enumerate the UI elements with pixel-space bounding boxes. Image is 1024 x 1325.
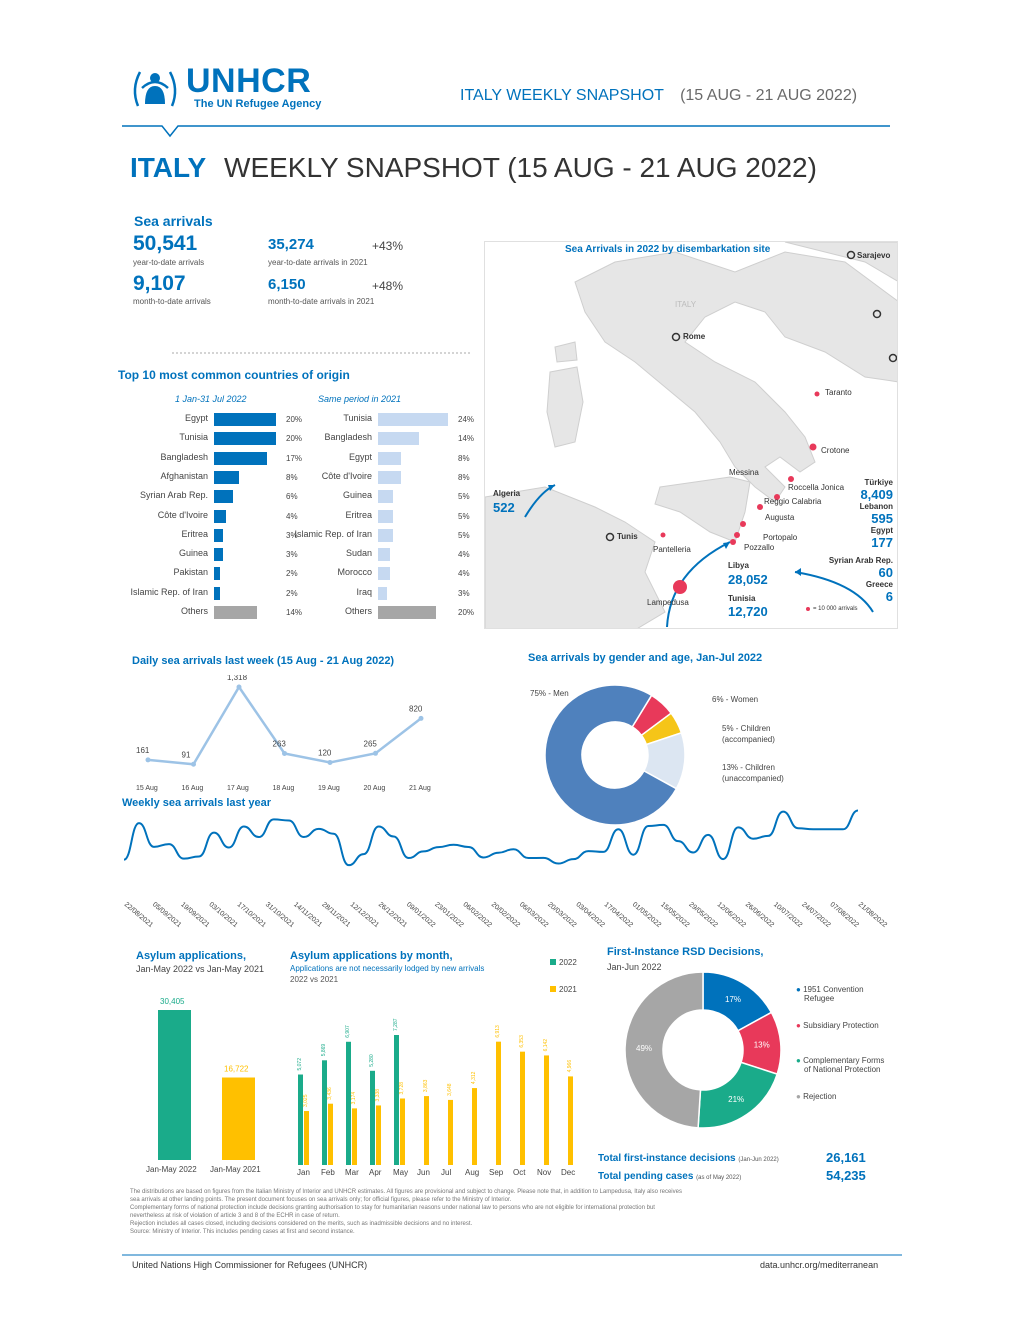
month-value-label: 6,353: [519, 1035, 525, 1048]
gender-label-unaccompanied-1: 13% - Children: [722, 763, 775, 772]
rsd-sub: Jan-Jun 2022: [607, 962, 662, 972]
daily-value-label: 161: [136, 745, 150, 755]
country-label: Syrian Arab Rep.: [139, 490, 208, 501]
logo-name: UNHCR: [186, 62, 312, 100]
legend-2022-swatch: [550, 959, 556, 965]
weekly-x-label: 06/02/2022: [461, 901, 493, 930]
month-value-label: 4,312: [471, 1071, 477, 1085]
month-x-label: Jun: [417, 1168, 430, 1177]
country-label: Tunisia: [179, 432, 208, 443]
gender-label-accompanied-2: (accompanied): [722, 735, 775, 744]
asylum-sub: Jan-May 2022 vs Jan-May 2021: [136, 964, 265, 974]
country-bar: [214, 510, 226, 523]
country-bar: [214, 606, 257, 619]
weekly-x-label: 26/06/2022: [743, 901, 776, 930]
origin-turkiye-value: 8,409: [860, 487, 893, 502]
month-x-label: Nov: [537, 1168, 552, 1177]
footnote-2a: Complementary forms of national protection include decisions granting authorisation to stay for humanitarian reasons under national law to persons who are not eligible for international protection but: [130, 1205, 655, 1211]
weekly-x-label: 09/01/2022: [405, 901, 437, 930]
country-bar: [378, 587, 387, 600]
month-bar: [376, 1105, 381, 1165]
month-x-label: Jan: [297, 1168, 310, 1177]
weekly-x-label: 03/10/2021: [207, 901, 239, 930]
top10-right-chart: [276, 413, 486, 623]
rsd-pending-value: 54,235: [826, 1168, 866, 1183]
eastern-origins: [829, 478, 893, 604]
month-bar: [496, 1042, 501, 1165]
weekly-x-label: 05/09/2021: [150, 901, 183, 930]
country-pct: 5%: [458, 530, 470, 540]
asylum-bar: [222, 1078, 255, 1160]
rsd-legend-refugee: ● 1951 Convention: [796, 985, 864, 994]
weekly-x-label: 12/12/2021: [348, 901, 380, 930]
month-bar: [304, 1111, 309, 1165]
asylum-value-label: 16,722: [224, 1064, 249, 1074]
country-pct: 5%: [458, 511, 470, 521]
weekly-x-label: 20/03/2022: [546, 901, 578, 930]
weekly-x-label: 29/05/2022: [687, 901, 719, 930]
top10-left-sub: 1 Jan-31 Jul 2022: [175, 394, 247, 404]
country-bar: [214, 529, 223, 542]
ytd2021-value: 35,274: [268, 236, 314, 253]
page-title: [130, 152, 817, 184]
month-bar: [568, 1076, 573, 1165]
origin-tunisia-name: Tunisia: [728, 594, 756, 603]
origin-syria-value: 60: [878, 565, 893, 580]
rsd-pending: [598, 1171, 741, 1182]
month-value-label: 3,648: [447, 1083, 453, 1096]
country-pct: 14%: [286, 608, 303, 617]
gender-label-unaccompanied-2: (unaccompanied): [722, 774, 784, 783]
country-pct: 24%: [458, 415, 475, 424]
weekly-x-label: 24/07/2022: [800, 901, 832, 930]
legend-2022-label: 2022: [559, 958, 577, 967]
country-pct: 8%: [286, 472, 298, 482]
country-pct: 8%: [458, 453, 470, 463]
month-value-label: 3,338: [375, 1088, 381, 1102]
country-bar: [378, 548, 390, 561]
footer-link[interactable]: data.unhcr.org/mediterranean: [760, 1260, 879, 1270]
month-bar: [520, 1052, 525, 1165]
origin-lebanon-name: Lebanon: [859, 502, 893, 511]
sea-arrivals-heading: Sea arrivals: [134, 213, 213, 229]
mtd-label: month-to-date arrivals: [133, 297, 211, 306]
city-roccella: Roccella Jonica: [788, 483, 845, 492]
weekly-x-label: 15/05/2022: [659, 901, 691, 930]
country-pct: 3%: [458, 588, 470, 598]
city-pozzallo: Pozzallo: [744, 543, 775, 552]
footnote-2b: nevertheless at risk of violation of article 3 and 8 of the ECHR in case of return.: [130, 1213, 340, 1219]
month-value-label: 6,913: [495, 1025, 501, 1038]
asylum-month-sub2: 2022 vs 2021: [290, 975, 339, 984]
header-divider: [122, 124, 890, 140]
month-x-label: Jul: [441, 1168, 452, 1177]
rsd-legend-rejection-label: Rejection: [803, 1092, 837, 1101]
month-bar: [322, 1060, 327, 1165]
country-pct: 4%: [286, 511, 298, 521]
footnote-1a: The distributions are based on figures from the Italian Ministry of Interior and UNHCR estimates. All figures are provisional and subject to change. Please note that, in addition to Lampedusa, Italy also receives: [130, 1189, 682, 1195]
country-label: Egypt: [184, 413, 208, 423]
country-label: Islamic Rep. of Iran: [130, 586, 208, 597]
weekly-x-label: 07/08/2022: [828, 901, 860, 930]
weekly-x-label: 12/06/2022: [715, 901, 747, 930]
rsd-legend-rejection: ● Rejection: [796, 1092, 837, 1101]
country-bar: [378, 452, 401, 465]
month-value-label: 5,072: [297, 1058, 303, 1071]
weekly-x-label: 03/04/2022: [574, 901, 606, 930]
weekly-x-label: 19/09/2021: [179, 901, 211, 930]
mtd-change: +48%: [372, 279, 404, 293]
daily-point: [191, 762, 196, 767]
month-bar: [472, 1088, 477, 1165]
country-label: Tunisia: [343, 413, 372, 423]
month-x-label: Mar: [345, 1168, 359, 1177]
country-bar: [378, 510, 393, 523]
weekly-line: [124, 811, 858, 866]
weekly-x-label: 10/07/2022: [772, 901, 804, 930]
month-bar: [298, 1075, 303, 1165]
weekly-x-label: 21/08/2022: [856, 901, 889, 930]
asylum-month-bar-chart: [290, 985, 590, 1180]
rsd-value-label: 17%: [725, 995, 742, 1005]
asylum-x-label: Jan-May 2021: [210, 1165, 261, 1174]
daily-value-label: 820: [409, 704, 423, 714]
origin-libya-name: Libya: [728, 561, 749, 570]
city-tunis: Tunis: [617, 532, 638, 541]
rsd-legend-complementary-1: Complementary Forms: [803, 1056, 885, 1065]
month-bar: [424, 1096, 429, 1165]
rsd-total-value: 26,161: [826, 1150, 866, 1165]
ytd-change: +43%: [372, 239, 404, 253]
country-label: Guinea: [342, 490, 372, 501]
country-label: Morocco: [337, 567, 372, 578]
daily-point: [373, 751, 378, 756]
map-legend: = 10 000 arrivals: [813, 606, 858, 612]
country-label: Pakistan: [173, 567, 208, 578]
country-pct: 5%: [458, 492, 470, 502]
footnotes: [130, 1188, 910, 1236]
label-italy: ITALY: [675, 300, 697, 309]
daily-value-label: 1,318: [227, 675, 248, 682]
origin-lebanon-value: 595: [871, 511, 893, 526]
daily-point: [328, 760, 333, 765]
weekly-heading: Weekly sea arrivals last year: [122, 797, 272, 809]
country-pct: 6%: [286, 492, 298, 502]
daily-point: [419, 716, 424, 721]
city-lampedusa: Lampedusa: [647, 598, 689, 607]
asylum-month-sub1: Applications are not necessarily lodged by new arrivals: [290, 964, 485, 973]
footer-divider: [122, 1254, 902, 1256]
rsd-value-label: 13%: [753, 1040, 770, 1050]
weekly-x-label: 06/03/2022: [517, 901, 550, 930]
country-bar: [378, 413, 448, 426]
country-bar: [214, 452, 267, 465]
origin-syria-name: Syrian Arab Rep.: [828, 556, 893, 565]
mtd-value: 9,107: [133, 272, 186, 295]
country-bar: [378, 490, 393, 503]
top10-heading: Top 10 most common countries of origin: [118, 368, 350, 382]
month-bar: [370, 1071, 375, 1165]
city-augusta: Augusta: [765, 513, 795, 522]
asylum-value-label: 30,405: [160, 997, 185, 1006]
daily-value-label: 265: [363, 739, 377, 749]
country-bar: [378, 432, 419, 445]
legend-2022: [550, 958, 577, 967]
country-label: Egypt: [348, 451, 372, 462]
country-label: Sudan: [345, 548, 372, 559]
month-value-label: 3,025: [303, 1094, 309, 1108]
asylum-month-heading: Asylum applications by month,: [290, 950, 453, 962]
month-bar: [328, 1104, 333, 1165]
daily-value-label: 120: [318, 748, 332, 758]
top10-right-sub: Same period in 2021: [318, 394, 402, 404]
daily-point: [282, 751, 287, 756]
logo-subtitle: The UN Refugee Agency: [194, 98, 322, 110]
rsd-value-label: 21%: [728, 1094, 745, 1104]
daily-line-chart: [128, 675, 448, 800]
city-pantelleria: Pantelleria: [653, 545, 691, 554]
month-x-label: Oct: [513, 1168, 526, 1177]
city-portopalo: Portopalo: [763, 533, 798, 542]
country-label: Guinea: [178, 548, 208, 559]
weekly-x-label: 28/11/2021: [320, 901, 352, 929]
month-x-label: Feb: [321, 1168, 335, 1177]
country-label: Others: [344, 606, 372, 616]
month-bar: [448, 1100, 453, 1165]
city-rome: Rome: [683, 332, 706, 341]
page-title-country: ITALY: [130, 152, 207, 183]
asylum-heading: Asylum applications,: [136, 950, 247, 962]
origin-turkiye-name: Türkiye: [864, 478, 893, 487]
rsd-total-label: Total first-instance decisions: [598, 1153, 736, 1164]
rsd-legend-subsidiary: ● Subsidiary Protection: [796, 1021, 879, 1030]
origin-algeria-value: 522: [493, 500, 515, 515]
month-bar: [544, 1055, 549, 1165]
month-value-label: 5,280: [369, 1054, 375, 1067]
month-value-label: 7,287: [393, 1018, 399, 1031]
country-bar: [214, 413, 276, 426]
rsd-donut-chart: [618, 970, 788, 1135]
month-x-label: Aug: [465, 1168, 480, 1177]
origin-greece-name: Greece: [865, 580, 893, 589]
country-bar: [378, 567, 390, 580]
city-crotone: Crotone: [821, 446, 850, 455]
month-value-label: 3,174: [351, 1091, 357, 1105]
asylum-bar-chart: [136, 980, 286, 1180]
daily-heading: Daily sea arrivals last week (15 Aug - 21 Aug 2022): [132, 655, 395, 667]
weekly-x-label: 20/02/2022: [489, 901, 522, 930]
footnote-1b: sea arrivals at other landing points. The present document focuses on sea arrivals only; for official figures, please refer to the Ministry of Interior.: [130, 1197, 512, 1203]
weekly-x-label: 31/10/2021: [263, 901, 296, 930]
country-bar: [214, 587, 220, 600]
month-x-label: Dec: [561, 1168, 576, 1177]
month-value-label: 3,863: [423, 1079, 429, 1093]
daily-x-label: 19 Aug: [318, 785, 340, 792]
rsd-value-label: 49%: [636, 1044, 653, 1054]
unhcr-logo: [128, 64, 338, 114]
month-x-label: Sep: [489, 1168, 504, 1177]
daily-value-label: 263: [272, 739, 286, 749]
rsd-legend-subsidiary-label: Subsidiary Protection: [803, 1021, 879, 1030]
country-pct: 3%: [286, 530, 298, 540]
month-value-label: 6,907: [345, 1025, 351, 1038]
month-value-label: 3,728: [399, 1081, 405, 1095]
daily-x-label: 17 Aug: [227, 785, 249, 792]
country-bar: [378, 471, 401, 484]
origin-egypt-value: 177: [871, 535, 893, 550]
header-right-date: (15 AUG - 21 AUG 2022): [680, 87, 858, 104]
month-value-label: 4,966: [567, 1059, 573, 1073]
origin-libya-value: 28,052: [728, 572, 768, 587]
daily-x-label: 21 Aug: [409, 785, 431, 792]
weekly-line-chart: [118, 805, 896, 935]
asylum-x-label: Jan-May 2022: [146, 1165, 197, 1174]
city-messina: Messina: [729, 468, 759, 477]
asylum-bar: [158, 1010, 191, 1160]
month-x-label: Apr: [369, 1168, 382, 1177]
country-pct: 17%: [286, 453, 303, 463]
weekly-x-label: 23/01/2022: [433, 901, 465, 930]
gender-heading: Sea arrivals by gender and age, Jan-Jul 2022: [528, 652, 763, 664]
month-bar: [394, 1035, 399, 1165]
header-title: [460, 87, 857, 105]
legend-2021-label: 2021: [559, 985, 577, 994]
country-label: Eritrea: [181, 528, 208, 539]
country-bar: [214, 490, 233, 503]
weekly-x-label: 22/08/2021: [122, 901, 155, 930]
rsd-legend-refugee-1: 1951 Convention: [803, 985, 864, 994]
rsd-total-note: (Jan-Jun 2022): [738, 1157, 779, 1163]
daily-value-label: 91: [181, 750, 191, 760]
origin-tunisia-value: 12,720: [728, 604, 768, 619]
origin-egypt-name: Egypt: [870, 526, 893, 535]
country-label: Côte d'Ivoire: [157, 509, 208, 520]
month-value-label: 3,436: [327, 1087, 333, 1100]
country-label: Afghanistan: [160, 470, 208, 481]
country-bar: [214, 567, 220, 580]
footnote-4: Source: Ministry of Interior. This includes pending cases at first and second instance.: [130, 1229, 355, 1235]
mtd2021-value: 6,150: [268, 276, 306, 293]
rsd-pending-label: Total pending cases: [598, 1171, 694, 1182]
country-bar: [214, 548, 223, 561]
unhcr-emblem-icon: [128, 64, 182, 114]
country-pct: 8%: [458, 472, 470, 482]
country-label: Islamic Rep. of Iran: [294, 528, 372, 539]
lampedusa-dot: [673, 580, 687, 594]
daily-x-label: 16 Aug: [181, 785, 204, 792]
ytd2021-label: year-to-date arrivals in 2021: [268, 258, 368, 267]
country-pct: 14%: [458, 434, 475, 444]
country-pct: 4%: [458, 550, 470, 560]
weekly-x-label: 17/10/2021: [235, 901, 267, 930]
rsd-legend-complementary: ● Complementary Forms: [796, 1056, 885, 1065]
rsd-legend: [796, 985, 906, 1101]
weekly-x-label: 14/11/2021: [292, 901, 324, 929]
gender-label-accompanied-1: 5% - Children: [722, 724, 771, 733]
section-divider: [172, 352, 472, 354]
weekly-x-label: 01/05/2022: [630, 901, 663, 930]
country-pct: 20%: [458, 608, 475, 617]
month-bar: [400, 1098, 405, 1165]
country-label: Eritrea: [345, 509, 372, 520]
rsd-pending-note: (as of May 2022): [696, 1175, 742, 1181]
month-value-label: 6,142: [543, 1038, 549, 1052]
map-heading: Sea Arrivals in 2022 by disembarkation site: [565, 244, 771, 255]
city-taranto: Taranto: [825, 388, 852, 397]
footnote-3: Rejection includes all cases closed, including decisions considered on the merits, such as inadmissible decisions and no interest.: [130, 1221, 473, 1227]
country-bar: [378, 529, 393, 542]
country-pct: 20%: [286, 434, 303, 444]
country-pct: 20%: [286, 415, 303, 424]
origin-algeria-name: Algeria: [493, 489, 521, 498]
rsd-legend-refugee-2: Refugee: [804, 994, 835, 1003]
daily-x-label: 20 Aug: [363, 785, 386, 792]
country-label: Others: [180, 606, 208, 616]
ytd-value: 50,541: [133, 232, 198, 255]
weekly-x-label: 17/04/2022: [602, 901, 634, 930]
gender-label-men: 75% - Men: [530, 689, 569, 698]
city-sarajevo: Sarajevo: [857, 251, 891, 260]
footer-org: United Nations High Commissioner for Refugees (UNHCR): [132, 1260, 368, 1270]
daily-x-label: 15 Aug: [136, 785, 158, 792]
country-pct: 2%: [286, 569, 298, 579]
page-title-rest: WEEKLY SNAPSHOT (15 AUG - 21 AUG 2022): [224, 152, 817, 183]
mtd2021-label: month-to-date arrivals in 2021: [268, 297, 375, 306]
country-label: Bangladesh: [324, 432, 372, 443]
country-pct: 3%: [286, 550, 298, 560]
country-pct: 4%: [458, 569, 470, 579]
city-reggio: Reggio Calabria: [764, 497, 822, 506]
country-bar: [214, 432, 276, 445]
month-x-label: May: [393, 1168, 409, 1177]
country-pct: 2%: [286, 588, 298, 598]
daily-point: [237, 685, 242, 690]
gender-label-women: 6% - Women: [712, 695, 759, 704]
daily-point: [146, 757, 151, 762]
disembarkation-map: [484, 241, 898, 629]
country-label: Côte d'Ivoire: [321, 470, 372, 481]
country-bar: [214, 471, 239, 484]
country-bar: [378, 606, 436, 619]
header-right-title: ITALY WEEKLY SNAPSHOT: [460, 87, 664, 104]
rsd-total: [598, 1153, 779, 1164]
month-value-label: 5,869: [321, 1043, 327, 1057]
weekly-x-label: 26/12/2021: [376, 901, 409, 930]
country-label: Iraq: [356, 586, 372, 597]
ytd-label: year-to-date arrivals: [133, 258, 205, 267]
month-bar: [352, 1108, 357, 1165]
rsd-legend-complementary-2: of National Protection: [804, 1065, 881, 1074]
country-label: Bangladesh: [160, 451, 208, 462]
origin-greece-value: 6: [885, 589, 893, 604]
rsd-heading: First-Instance RSD Decisions,: [607, 946, 764, 958]
daily-x-label: 18 Aug: [272, 785, 295, 792]
